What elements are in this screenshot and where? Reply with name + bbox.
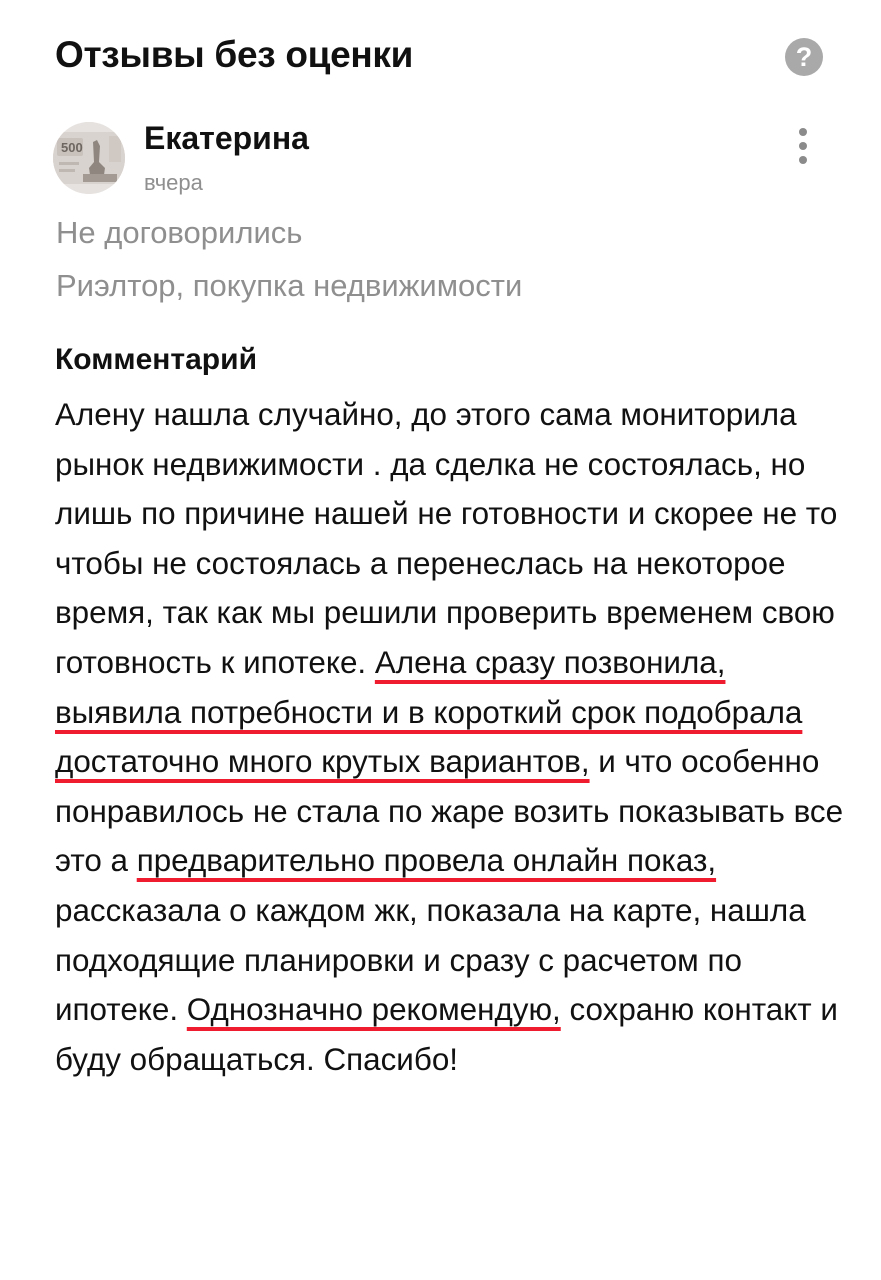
comment-text: и что особенно понравилось не стала по жаре возить показывать все это а <box>55 744 844 879</box>
comment-text-underlined: предварительно провела онлайн показ, <box>136 843 717 879</box>
comment-text-underlined: Однозначно рекомендую, <box>186 992 561 1028</box>
review-date: вчера <box>144 170 203 195</box>
author-name: Екатерина <box>144 120 309 156</box>
comment-text: рассказала о каждом жк, показала на карте, нашла подходящие планировки и сразу с расчетом по ипотеке. <box>55 892 806 1028</box>
section-title: Отзывы без оценки <box>55 34 414 75</box>
avatar[interactable] <box>53 122 125 194</box>
comment-heading: Комментарий <box>55 343 258 376</box>
review-status: Не договорились <box>56 215 303 250</box>
comment-body <box>55 390 845 1084</box>
question-circle-icon[interactable]: ? <box>785 38 823 76</box>
comment-text: сохраню контакт и буду обращаться. Спасибо! <box>55 992 838 1077</box>
avatar-note-text: 500 <box>61 140 83 155</box>
more-vertical-icon[interactable] <box>790 126 816 166</box>
comment-text: Алену нашла случайно, до этого сама мониторила рынок недвижимости . да сделка не состоялась, но лишь по причине нашей не готовности и скорее не то чтобы не состоялась а перенеслась на некоторое время, так как мы решили проверить временем свою готовность к ипотеке. <box>55 397 838 680</box>
banknote-avatar-image <box>53 122 125 194</box>
comment-text-underlined: Алена сразу позвонила, выявила потребности и в короткий срок подобрала достаточно много крутых вариантов, <box>55 644 803 780</box>
review-service: Риэлтор, покупка недвижимости <box>56 268 523 303</box>
